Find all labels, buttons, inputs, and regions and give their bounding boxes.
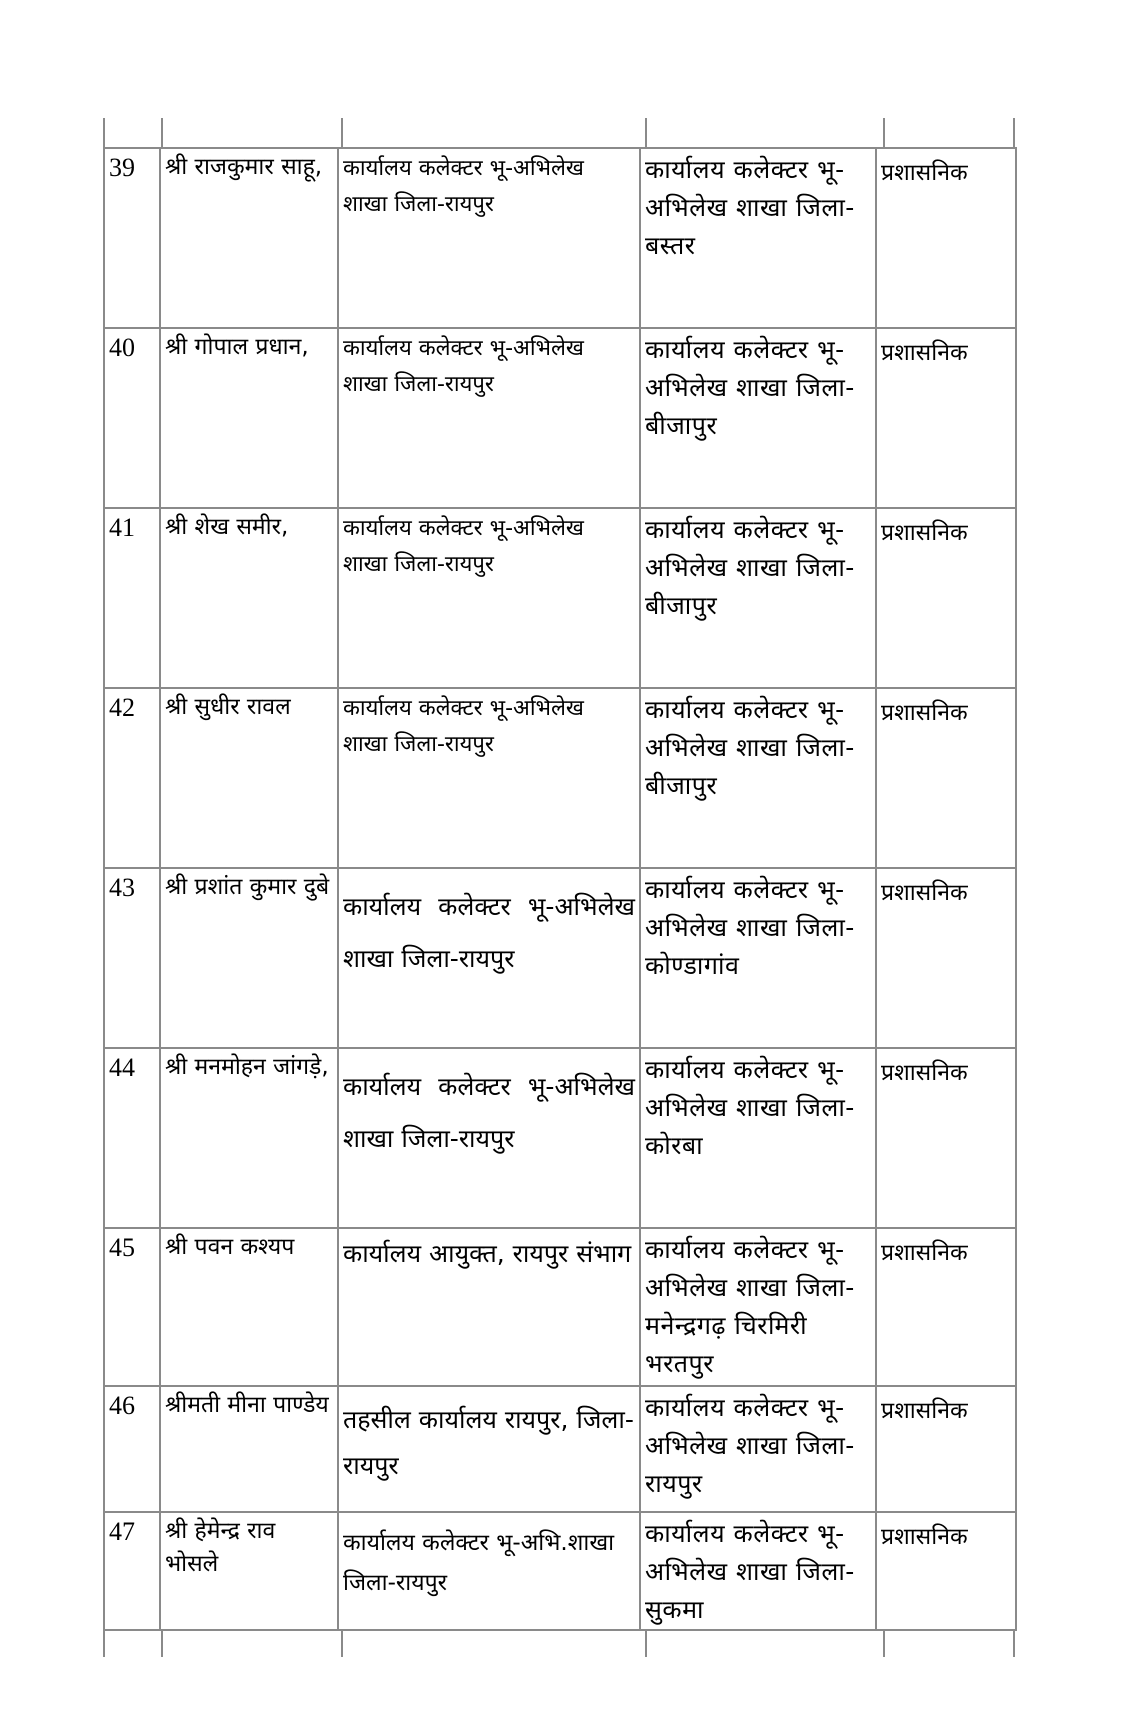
table-row	[104, 688, 1016, 868]
new-posting: कार्यालय कलेक्टर भू-अभिलेख शाखा जिला-कोरबा	[645, 1055, 855, 1160]
to-cell	[640, 1512, 876, 1630]
reason-cell	[876, 328, 1016, 508]
employee-name: श्री गोपाल प्रधान,	[165, 334, 309, 360]
reason-cell	[876, 1228, 1016, 1386]
reason-cell	[876, 1386, 1016, 1512]
new-posting: कार्यालय कलेक्टर भू-अभिलेख शाखा जिला-मनेन्द्रगढ़ चिरमिरी भरतपुर	[645, 1235, 855, 1378]
serial-cell	[104, 1512, 160, 1630]
new-posting: कार्यालय कलेक्टर भू-अभिलेख शाखा जिला-रायपुर	[645, 1393, 855, 1498]
reason-cell	[876, 1048, 1016, 1228]
name-cell	[160, 868, 338, 1048]
to-cell	[640, 1386, 876, 1512]
current-posting: कार्यालय कलेक्टर भू-अभिलेख शाखा जिला-रायपुर	[343, 892, 635, 973]
to-cell	[640, 148, 876, 328]
table-row	[104, 508, 1016, 688]
transfer-reason: प्रशासनिक	[881, 160, 968, 186]
serial-number: 40	[109, 333, 135, 362]
serial-number: 47	[109, 1517, 135, 1546]
table-line-stub-top	[341, 118, 343, 148]
serial-cell	[104, 1228, 160, 1386]
transfer-reason: प्रशासनिक	[881, 1060, 968, 1086]
table-row	[104, 1228, 1016, 1386]
new-posting: कार्यालय कलेक्टर भू-अभिलेख शाखा जिला-कोण्डागांव	[645, 875, 855, 980]
table-row	[104, 328, 1016, 508]
transfer-table	[103, 147, 1017, 1631]
table-row	[104, 1512, 1016, 1630]
name-cell	[160, 508, 338, 688]
name-cell	[160, 1512, 338, 1630]
from-cell	[338, 508, 640, 688]
transfer-reason: प्रशासनिक	[881, 880, 968, 906]
from-cell	[338, 868, 640, 1048]
table-line-stub-bottom	[883, 1629, 885, 1657]
serial-number: 39	[109, 153, 135, 182]
current-posting: कार्यालय कलेक्टर भू-अभिलेख शाखा जिला-रायपुर	[343, 1072, 635, 1153]
table-line-stub-bottom	[103, 1629, 105, 1657]
name-cell	[160, 148, 338, 328]
serial-number: 42	[109, 693, 135, 722]
to-cell	[640, 868, 876, 1048]
serial-number: 45	[109, 1233, 135, 1262]
employee-name: श्री शेख समीर,	[165, 514, 289, 540]
serial-cell	[104, 1386, 160, 1512]
serial-cell	[104, 1048, 160, 1228]
employee-name: श्री प्रशांत कुमार दुबे	[165, 874, 330, 900]
table-line-stub-bottom	[1013, 1629, 1015, 1657]
name-cell	[160, 1048, 338, 1228]
table-row	[104, 1048, 1016, 1228]
name-cell	[160, 1228, 338, 1386]
transfer-reason: प्रशासनिक	[881, 1240, 968, 1266]
table-line-stub-top	[1013, 118, 1015, 148]
from-cell	[338, 1048, 640, 1228]
transfer-reason: प्रशासनिक	[881, 340, 968, 366]
current-posting: कार्यालय कलेक्टर भू-अभिलेख शाखा जिला-रायपुर	[343, 696, 584, 757]
current-posting: कार्यालय कलेक्टर भू-अभिलेख शाखा जिला-रायपुर	[343, 516, 584, 577]
current-posting: तहसील कार्यालय रायपुर, जिला-रायपुर	[343, 1405, 634, 1480]
serial-cell	[104, 148, 160, 328]
name-cell	[160, 328, 338, 508]
table-line-stub-top	[645, 118, 647, 148]
to-cell	[640, 1228, 876, 1386]
table-line-stub-bottom	[161, 1629, 163, 1657]
employee-name: श्री मनमोहन जांगड़े,	[165, 1054, 329, 1080]
reason-cell	[876, 1512, 1016, 1630]
table-line-stub-top	[161, 118, 163, 148]
from-cell	[338, 1512, 640, 1630]
name-cell	[160, 1386, 338, 1512]
current-posting: कार्यालय कलेक्टर भू-अभिलेख शाखा जिला-रायपुर	[343, 336, 584, 397]
current-posting: कार्यालय आयुक्त, रायपुर संभाग	[343, 1239, 632, 1268]
new-posting: कार्यालय कलेक्टर भू-अभिलेख शाखा जिला-बीजापुर	[645, 335, 855, 440]
new-posting: कार्यालय कलेक्टर भू-अभिलेख शाखा जिला-बीजापुर	[645, 515, 855, 620]
table-row	[104, 148, 1016, 328]
table-line-stub-top	[103, 118, 105, 148]
serial-cell	[104, 328, 160, 508]
employee-name: श्रीमती मीना पाण्डेय	[165, 1392, 329, 1418]
serial-number: 44	[109, 1053, 135, 1082]
to-cell	[640, 508, 876, 688]
reason-cell	[876, 688, 1016, 868]
employee-name: श्री सुधीर रावल	[165, 694, 291, 720]
serial-cell	[104, 868, 160, 1048]
employee-name: श्री राजकुमार साहू,	[165, 154, 323, 180]
current-posting: कार्यालय कलेक्टर भू-अभिलेख शाखा जिला-रायपुर	[343, 156, 584, 217]
table-line-stub-top	[883, 118, 885, 148]
from-cell	[338, 1228, 640, 1386]
new-posting: कार्यालय कलेक्टर भू-अभिलेख शाखा जिला-बीजापुर	[645, 695, 855, 800]
table-line-stub-bottom	[645, 1629, 647, 1657]
serial-cell	[104, 688, 160, 868]
employee-name: श्री पवन कश्यप	[165, 1234, 295, 1260]
transfer-reason: प्रशासनिक	[881, 1398, 968, 1424]
current-posting: कार्यालय कलेक्टर भू-अभि.शाखा जिला-रायपुर	[343, 1530, 615, 1596]
from-cell	[338, 688, 640, 868]
serial-number: 43	[109, 873, 135, 902]
reason-cell	[876, 868, 1016, 1048]
table-row	[104, 1386, 1016, 1512]
serial-number: 41	[109, 513, 135, 542]
new-posting: कार्यालय कलेक्टर भू-अभिलेख शाखा जिला-बस्तर	[645, 155, 855, 260]
to-cell	[640, 1048, 876, 1228]
from-cell	[338, 148, 640, 328]
reason-cell	[876, 508, 1016, 688]
table-row	[104, 868, 1016, 1048]
transfer-reason: प्रशासनिक	[881, 520, 968, 546]
reason-cell	[876, 148, 1016, 328]
new-posting: कार्यालय कलेक्टर भू-अभिलेख शाखा जिला-सुकमा	[645, 1519, 855, 1624]
from-cell	[338, 1386, 640, 1512]
from-cell	[338, 328, 640, 508]
table-line-stub-bottom	[341, 1629, 343, 1657]
serial-cell	[104, 508, 160, 688]
to-cell	[640, 328, 876, 508]
employee-name: श्री हेमेन्द्र राव भोसले	[165, 1518, 276, 1577]
to-cell	[640, 688, 876, 868]
transfer-reason: प्रशासनिक	[881, 1524, 968, 1550]
serial-number: 46	[109, 1391, 135, 1420]
transfer-reason: प्रशासनिक	[881, 700, 968, 726]
name-cell	[160, 688, 338, 868]
